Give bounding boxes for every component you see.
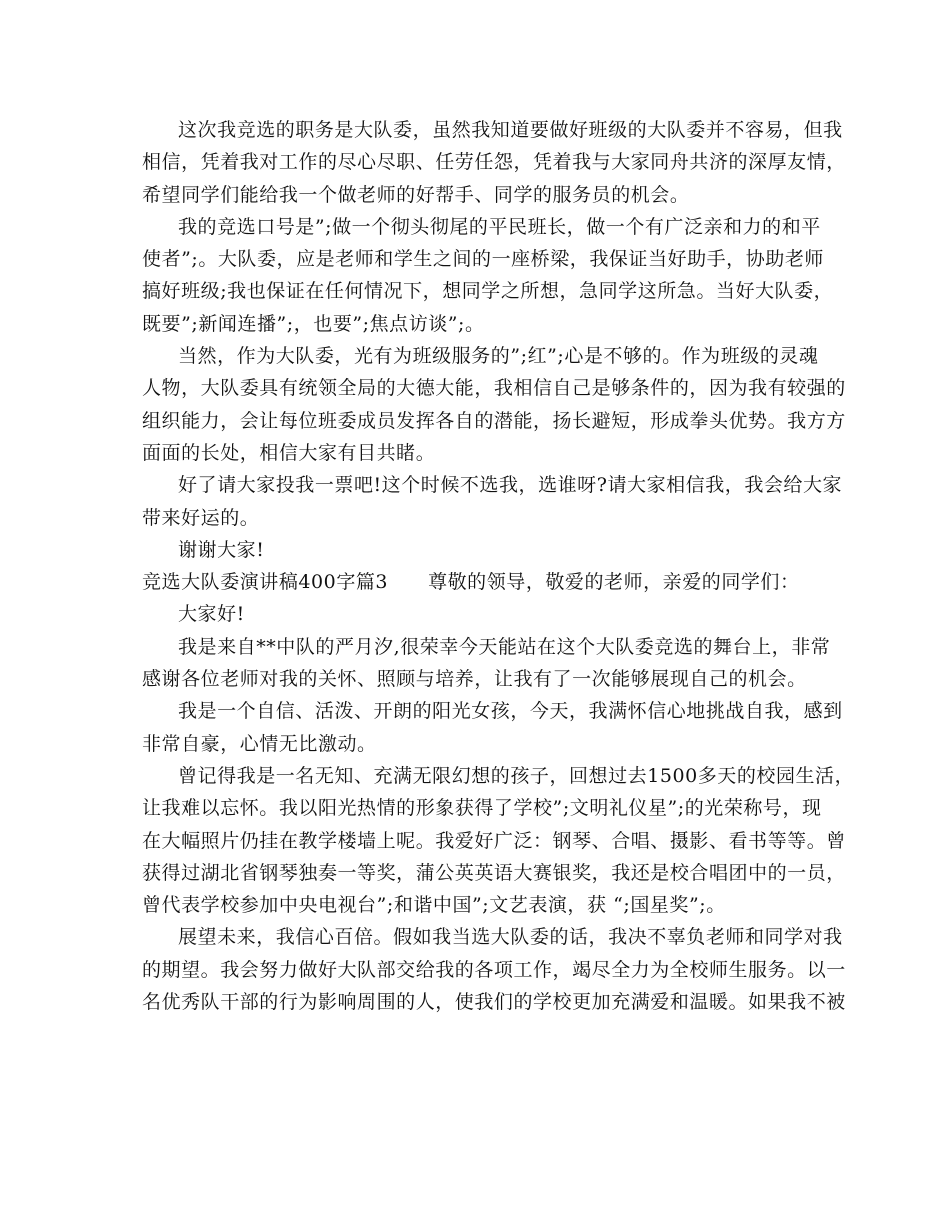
text-line: 好了请大家投我一票吧!这个时候不选我，选谁呀?请大家相信我，我会给大家 [178,474,843,497]
text-line: 展望未来，我信心百倍。假如我当选大队委的话，我决不辜负老师和同学对我 [178,926,843,949]
text-line: 让我难以忘怀。我以阳光热情的形象获得了学校”;文明礼仪星”;的光荣称号，现 [142,797,822,820]
text-line: 谢谢大家! [178,538,265,561]
text-line: 我是一个自信、活泼、开朗的阳光女孩，今天，我满怀信心地挑战自我，感到 [178,700,843,723]
text-line: 我是来自**中队的严月汐,很荣幸今天能站在这个大队委竞选的舞台上，非常 [178,635,831,658]
text-line: 这次我竞选的职务是大队委，虽然我知道要做好班级的大队委并不容易，但我 [178,119,843,141]
text-line: 名优秀队干部的行为影响周围的人，使我们的学校更加充满爱和温暖。如果我不被 [142,991,846,1014]
text-line: 带来好运的。 [142,506,260,529]
section-heading [142,566,822,598]
text-line: 非常自豪，心情无比激动。 [142,732,377,755]
section-title: 竞选大队委演讲稿400字篇3 [142,571,389,594]
text-line: 的期望。我会努力做好大队部交给我的各项工作，竭尽全力为全校师生服务。以一 [142,958,846,981]
text-line: 面面的长处，相信大家有目共睹。 [142,441,436,464]
text-line: 使者”;。大队委，应是老师和学生之间的一座桥梁，我保证当好助手，协助老师 [142,248,824,271]
text-line: 大家好! [178,603,245,626]
text-line: 曾记得我是一名无知、充满无限幻想的孩子，回想过去1500多天的校园生活， [178,764,855,787]
text-line: 相信，凭着我对工作的尽心尽职、任劳任怨，凭着我与大家同舟共济的深厚友情， [142,151,846,174]
text-line: 感谢各位老师对我的关怀、照顾与培养，让我有了一次能够展现自己的机会。 [142,668,807,691]
text-line: 当然，作为大队委，光有为班级服务的”;红”;心是不够的。作为班级的灵魂 [178,345,819,368]
text-line: 希望同学们能给我一个做老师的好帮手、同学的服务员的机会。 [142,183,690,206]
text-line: 获得过湖北省钢琴独奏一等奖，蒲公英英语大赛银奖，我还是校合唱团中的一员， [142,861,846,884]
text-line: 搞好班级;我也保证在任何情况下，想同学之所想，急同学这所急。当好大队委， [142,280,834,303]
text-line: 我的竞选口号是”;做一个彻头彻尾的平民班长，做一个有广泛亲和力的和平 [178,215,821,238]
salutation: 尊敬的领导，敬爱的老师，亲爱的同学们： [428,571,800,594]
text-line: 组织能力，会让每位班委成员发挥各自的潜能，扬长避短，形成拳头优势。我方方 [142,409,846,432]
document-body [142,114,855,1018]
text-line: 在大幅照片仍挂在教学楼墙上呢。我爱好广泛：钢琴、合唱、摄影、看书等等。曾 [142,829,846,852]
text-line: 曾代表学校参加中央电视台”;和谐中国”;文艺表演，获 “;国星奖”;。 [142,894,726,917]
text-line: 人物，大队委具有统领全局的大德大能，我相信自己是够条件的，因为我有较强的 [142,377,846,400]
text-line: 既要”;新闻连播”;，也要”;焦点访谈”;。 [142,312,485,335]
